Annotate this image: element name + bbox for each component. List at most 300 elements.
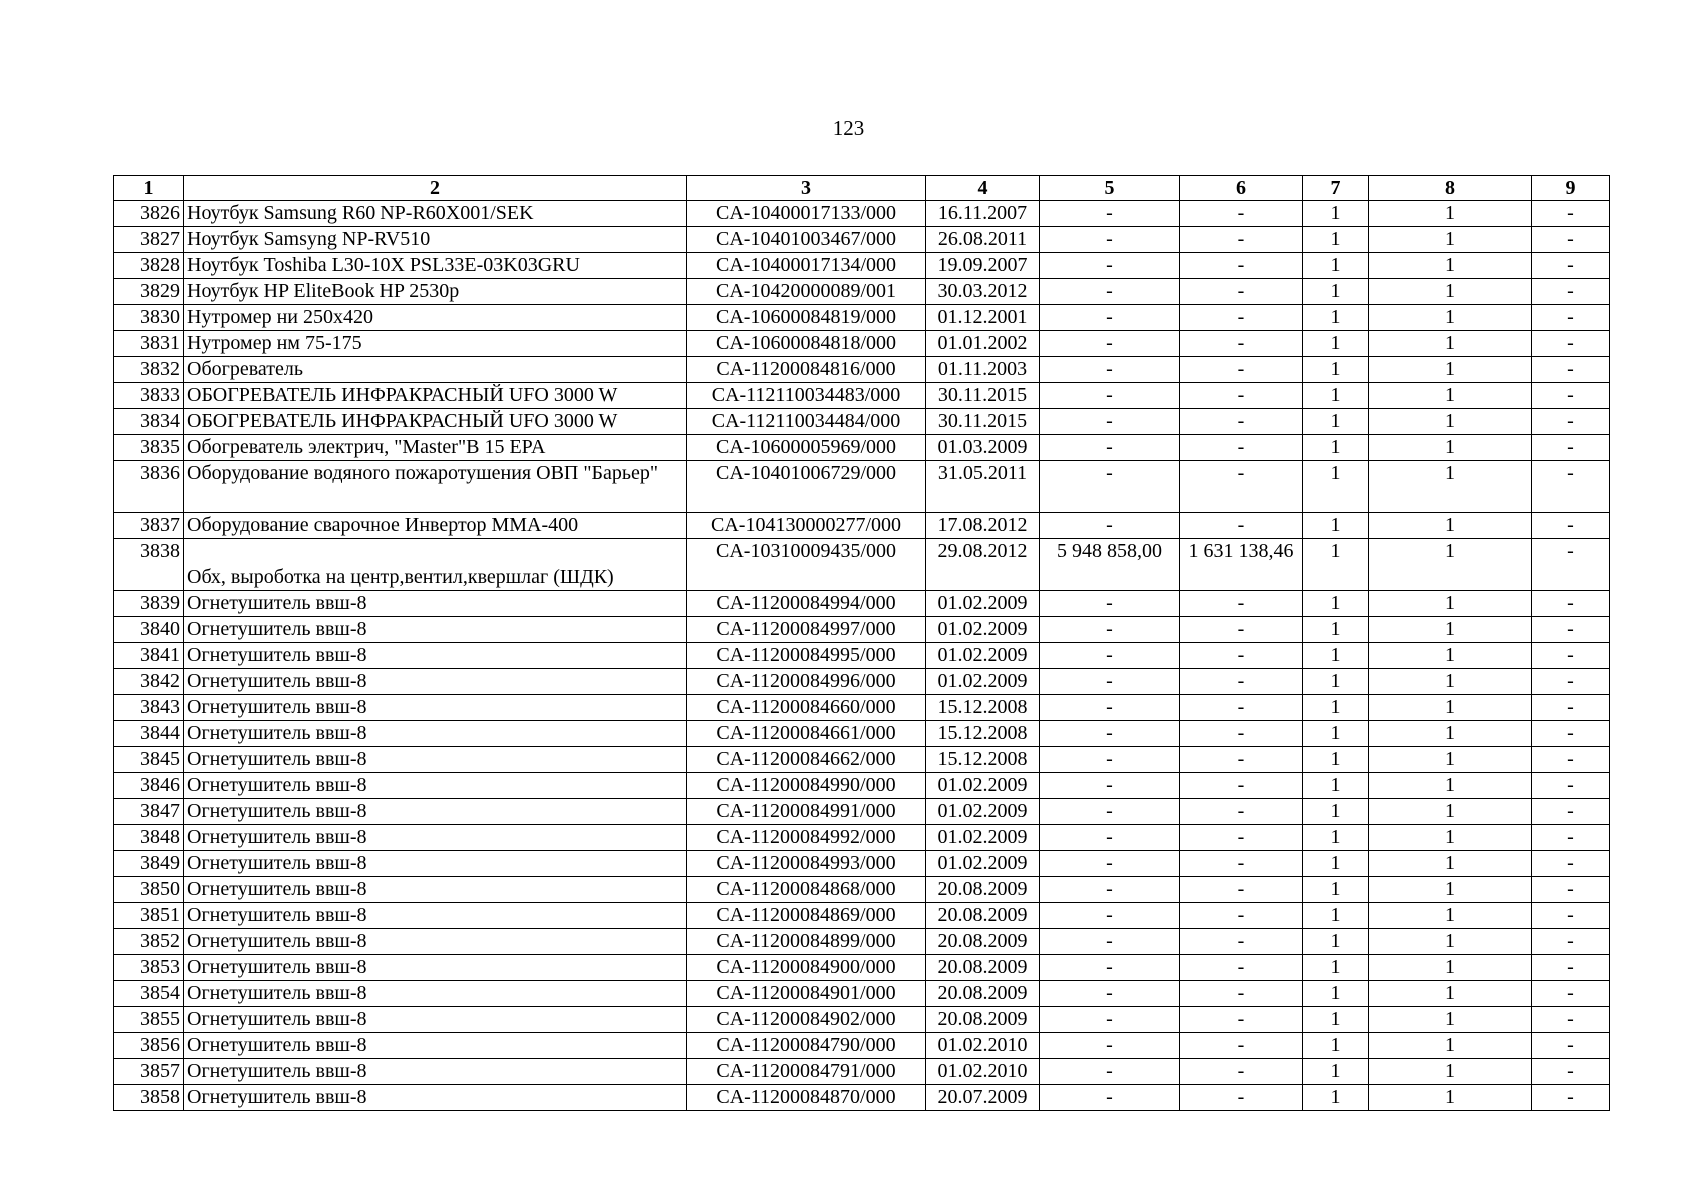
item-name-cell: Оборудование сварочное Инвертор ММА-400 (184, 513, 687, 539)
column-9-cell: - (1532, 929, 1610, 955)
column-5-cell: - (1040, 591, 1180, 617)
item-name-cell: Огнетушитель ввш-8 (184, 851, 687, 877)
table-row (114, 747, 1610, 773)
table-row (114, 435, 1610, 461)
table-row (114, 617, 1610, 643)
column-9-cell: - (1532, 981, 1610, 1007)
column-6-cell: - (1180, 695, 1303, 721)
column-8-cell: 1 (1369, 539, 1532, 591)
column-8-cell: 1 (1369, 981, 1532, 1007)
column-9-cell: - (1532, 383, 1610, 409)
date-cell: 01.02.2010 (926, 1059, 1040, 1085)
item-name-cell: Огнетушитель ввш-8 (184, 1033, 687, 1059)
column-6-cell: - (1180, 1033, 1303, 1059)
inventory-code-cell: CA-11200084790/000 (687, 1033, 926, 1059)
item-name-cell: Обогреватель электрич, "Master"B 15 EPA (184, 435, 687, 461)
date-cell: 01.02.2009 (926, 617, 1040, 643)
column-8-cell: 1 (1369, 279, 1532, 305)
date-cell: 15.12.2008 (926, 695, 1040, 721)
column-8-cell: 1 (1369, 1007, 1532, 1033)
column-9-cell: - (1532, 331, 1610, 357)
date-cell: 01.02.2009 (926, 825, 1040, 851)
column-header: 8 (1369, 176, 1532, 201)
column-9-cell: - (1532, 435, 1610, 461)
inventory-code-cell: CA-11200084902/000 (687, 1007, 926, 1033)
table-row (114, 773, 1610, 799)
column-7-cell: 1 (1303, 331, 1369, 357)
column-8-cell: 1 (1369, 903, 1532, 929)
column-8-cell: 1 (1369, 929, 1532, 955)
date-cell: 29.08.2012 (926, 539, 1040, 591)
table-row (114, 383, 1610, 409)
column-8-cell: 1 (1369, 825, 1532, 851)
column-5-cell: - (1040, 929, 1180, 955)
row-number-cell: 3846 (114, 773, 184, 799)
item-name-cell: Нутромер нм 75-175 (184, 331, 687, 357)
page-number: 123 (832, 116, 865, 140)
column-6-cell: - (1180, 513, 1303, 539)
inventory-code-cell: CA-11200084868/000 (687, 877, 926, 903)
column-9-cell: - (1532, 1033, 1610, 1059)
inventory-code-cell: CA-11200084991/000 (687, 799, 926, 825)
column-6-cell: - (1180, 773, 1303, 799)
column-5-cell: - (1040, 695, 1180, 721)
column-6-cell: - (1180, 383, 1303, 409)
table-row (114, 1033, 1610, 1059)
column-7-cell: 1 (1303, 695, 1369, 721)
item-name-cell: Огнетушитель ввш-8 (184, 617, 687, 643)
row-number-cell: 3829 (114, 279, 184, 305)
table-row (114, 591, 1610, 617)
column-6-cell: - (1180, 903, 1303, 929)
inventory-code-cell: CA-11200084900/000 (687, 955, 926, 981)
column-7-cell: 1 (1303, 383, 1369, 409)
column-header: 7 (1303, 176, 1369, 201)
column-9-cell: - (1532, 227, 1610, 253)
column-6-cell: - (1180, 877, 1303, 903)
column-5-cell: - (1040, 227, 1180, 253)
column-5-cell: 5 948 858,00 (1040, 539, 1180, 591)
row-number-cell: 3841 (114, 643, 184, 669)
column-5-cell: - (1040, 357, 1180, 383)
row-number-cell: 3844 (114, 721, 184, 747)
column-5-cell: - (1040, 1059, 1180, 1085)
column-5-cell: - (1040, 877, 1180, 903)
inventory-code-cell: CA-11200084661/000 (687, 721, 926, 747)
column-6-cell: - (1180, 227, 1303, 253)
inventory-code-cell: CA-10400017133/000 (687, 201, 926, 227)
column-6-cell: - (1180, 981, 1303, 1007)
column-6-cell: - (1180, 851, 1303, 877)
column-9-cell: - (1532, 279, 1610, 305)
column-8-cell: 1 (1369, 409, 1532, 435)
column-9-cell: - (1532, 617, 1610, 643)
column-6-cell: - (1180, 591, 1303, 617)
date-cell: 15.12.2008 (926, 747, 1040, 773)
item-name-cell: Ноутбук Samsung R60 NP-R60X001/SEK (184, 201, 687, 227)
column-5-cell: - (1040, 279, 1180, 305)
column-5-cell: - (1040, 1085, 1180, 1111)
inventory-code-cell: CA-10401006729/000 (687, 461, 926, 513)
date-cell: 01.02.2009 (926, 669, 1040, 695)
column-7-cell: 1 (1303, 903, 1369, 929)
column-9-cell: - (1532, 1007, 1610, 1033)
date-cell: 01.03.2009 (926, 435, 1040, 461)
column-6-cell: - (1180, 409, 1303, 435)
table-row (114, 643, 1610, 669)
date-cell: 20.08.2009 (926, 981, 1040, 1007)
column-header: 2 (184, 176, 687, 201)
date-cell: 01.02.2009 (926, 799, 1040, 825)
date-cell: 17.08.2012 (926, 513, 1040, 539)
item-name-cell: Ноутбук Samsyng NP-RV510 (184, 227, 687, 253)
inventory-code-cell: CA-11200084997/000 (687, 617, 926, 643)
column-6-cell: - (1180, 747, 1303, 773)
item-name-cell: Огнетушитель ввш-8 (184, 825, 687, 851)
column-6-cell: - (1180, 955, 1303, 981)
row-number-cell: 3851 (114, 903, 184, 929)
date-cell: 15.12.2008 (926, 721, 1040, 747)
item-name-cell: Огнетушитель ввш-8 (184, 929, 687, 955)
column-9-cell: - (1532, 721, 1610, 747)
column-5-cell: - (1040, 955, 1180, 981)
column-7-cell: 1 (1303, 799, 1369, 825)
column-7-cell: 1 (1303, 461, 1369, 513)
table-row (114, 227, 1610, 253)
item-name-cell: Огнетушитель ввш-8 (184, 903, 687, 929)
date-cell: 16.11.2007 (926, 201, 1040, 227)
column-7-cell: 1 (1303, 201, 1369, 227)
column-header: 9 (1532, 176, 1610, 201)
column-6-cell: - (1180, 461, 1303, 513)
table-row (114, 331, 1610, 357)
column-6-cell: - (1180, 799, 1303, 825)
item-name-cell: Огнетушитель ввш-8 (184, 981, 687, 1007)
table-row (114, 305, 1610, 331)
column-9-cell: - (1532, 513, 1610, 539)
column-5-cell: - (1040, 669, 1180, 695)
table-row (114, 513, 1610, 539)
inventory-code-cell: CA-11200084993/000 (687, 851, 926, 877)
column-5-cell: - (1040, 799, 1180, 825)
column-5-cell: - (1040, 383, 1180, 409)
inventory-code-cell: CA-11200084870/000 (687, 1085, 926, 1111)
column-5-cell: - (1040, 643, 1180, 669)
inventory-code-cell: CA-10400017134/000 (687, 253, 926, 279)
inventory-code-cell: CA-11200084869/000 (687, 903, 926, 929)
column-7-cell: 1 (1303, 669, 1369, 695)
table-row (114, 825, 1610, 851)
column-9-cell: - (1532, 539, 1610, 591)
item-name-cell: Огнетушитель ввш-8 (184, 799, 687, 825)
column-8-cell: 1 (1369, 643, 1532, 669)
column-7-cell: 1 (1303, 539, 1369, 591)
column-8-cell: 1 (1369, 513, 1532, 539)
column-7-cell: 1 (1303, 773, 1369, 799)
inventory-code-cell: CA-11200084660/000 (687, 695, 926, 721)
table-row (114, 409, 1610, 435)
column-7-cell: 1 (1303, 591, 1369, 617)
row-number-cell: 3838 (114, 539, 184, 591)
column-7-cell: 1 (1303, 955, 1369, 981)
column-9-cell: - (1532, 1085, 1610, 1111)
column-9-cell: - (1532, 695, 1610, 721)
date-cell: 20.08.2009 (926, 929, 1040, 955)
column-9-cell: - (1532, 253, 1610, 279)
column-8-cell: 1 (1369, 1033, 1532, 1059)
column-8-cell: 1 (1369, 955, 1532, 981)
column-8-cell: 1 (1369, 695, 1532, 721)
row-number-cell: 3842 (114, 669, 184, 695)
inventory-code-cell: CA-10401003467/000 (687, 227, 926, 253)
row-number-cell: 3828 (114, 253, 184, 279)
column-7-cell: 1 (1303, 643, 1369, 669)
column-5-cell: - (1040, 409, 1180, 435)
table-row (114, 981, 1610, 1007)
inventory-code-cell: CA-11200084899/000 (687, 929, 926, 955)
item-name-cell: Огнетушитель ввш-8 (184, 747, 687, 773)
column-6-cell: - (1180, 357, 1303, 383)
table-row (114, 357, 1610, 383)
column-8-cell: 1 (1369, 435, 1532, 461)
column-6-cell: - (1180, 1007, 1303, 1033)
date-cell: 20.08.2009 (926, 955, 1040, 981)
inventory-code-cell: CA-11200084995/000 (687, 643, 926, 669)
date-cell: 30.03.2012 (926, 279, 1040, 305)
column-5-cell: - (1040, 825, 1180, 851)
inventory-code-cell: CA-11200084996/000 (687, 669, 926, 695)
date-cell: 01.02.2009 (926, 773, 1040, 799)
column-7-cell: 1 (1303, 1033, 1369, 1059)
column-9-cell: - (1532, 851, 1610, 877)
table-row (114, 279, 1610, 305)
inventory-table (113, 175, 1610, 1111)
row-number-cell: 3833 (114, 383, 184, 409)
date-cell: 26.08.2011 (926, 227, 1040, 253)
table-row (114, 799, 1610, 825)
column-9-cell: - (1532, 201, 1610, 227)
column-5-cell: - (1040, 903, 1180, 929)
column-5-cell: - (1040, 773, 1180, 799)
column-7-cell: 1 (1303, 227, 1369, 253)
column-7-cell: 1 (1303, 357, 1369, 383)
column-5-cell: - (1040, 617, 1180, 643)
row-number-cell: 3836 (114, 461, 184, 513)
item-name-cell: Огнетушитель ввш-8 (184, 877, 687, 903)
item-name-cell: Огнетушитель ввш-8 (184, 773, 687, 799)
date-cell: 19.09.2007 (926, 253, 1040, 279)
column-6-cell: - (1180, 305, 1303, 331)
row-number-cell: 3850 (114, 877, 184, 903)
column-header: 5 (1040, 176, 1180, 201)
item-name-cell: Огнетушитель ввш-8 (184, 721, 687, 747)
table-row (114, 929, 1610, 955)
item-name-cell: Огнетушитель ввш-8 (184, 643, 687, 669)
item-name-cell: Обх, выроботка на центр,вентил,квершлаг (ШДК) (184, 539, 687, 591)
inventory-code-cell: CA-11200084990/000 (687, 773, 926, 799)
column-7-cell: 1 (1303, 929, 1369, 955)
table-row (114, 1059, 1610, 1085)
row-number-cell: 3826 (114, 201, 184, 227)
date-cell: 01.02.2009 (926, 851, 1040, 877)
inventory-code-cell: CA-10600084819/000 (687, 305, 926, 331)
date-cell: 20.08.2009 (926, 1007, 1040, 1033)
column-6-cell: - (1180, 617, 1303, 643)
date-cell: 01.02.2009 (926, 643, 1040, 669)
row-number-cell: 3830 (114, 305, 184, 331)
item-name-cell: Оборудование водяного пожаротушения ОВП "Барьер" (184, 461, 687, 513)
header-row (114, 176, 1610, 201)
row-number-cell: 3832 (114, 357, 184, 383)
column-6-cell: - (1180, 669, 1303, 695)
column-6-cell: - (1180, 721, 1303, 747)
row-number-cell: 3849 (114, 851, 184, 877)
date-cell: 01.02.2010 (926, 1033, 1040, 1059)
row-number-cell: 3839 (114, 591, 184, 617)
column-5-cell: - (1040, 435, 1180, 461)
column-9-cell: - (1532, 773, 1610, 799)
column-9-cell: - (1532, 591, 1610, 617)
date-cell: 01.02.2009 (926, 591, 1040, 617)
row-number-cell: 3856 (114, 1033, 184, 1059)
column-6-cell: - (1180, 643, 1303, 669)
table-row (114, 721, 1610, 747)
column-7-cell: 1 (1303, 617, 1369, 643)
row-number-cell: 3831 (114, 331, 184, 357)
column-7-cell: 1 (1303, 981, 1369, 1007)
column-header: 6 (1180, 176, 1303, 201)
inventory-code-cell: CA-10600005969/000 (687, 435, 926, 461)
column-9-cell: - (1532, 825, 1610, 851)
item-name-cell: Огнетушитель ввш-8 (184, 955, 687, 981)
column-5-cell: - (1040, 513, 1180, 539)
column-6-cell: - (1180, 929, 1303, 955)
row-number-cell: 3835 (114, 435, 184, 461)
column-5-cell: - (1040, 851, 1180, 877)
row-number-cell: 3840 (114, 617, 184, 643)
column-8-cell: 1 (1369, 747, 1532, 773)
item-name-cell: Ноутбук HP EliteBook HP 2530p (184, 279, 687, 305)
column-5-cell: - (1040, 253, 1180, 279)
column-8-cell: 1 (1369, 669, 1532, 695)
column-5-cell: - (1040, 305, 1180, 331)
column-9-cell: - (1532, 643, 1610, 669)
row-number-cell: 3837 (114, 513, 184, 539)
column-5-cell: - (1040, 981, 1180, 1007)
column-8-cell: 1 (1369, 1085, 1532, 1111)
column-7-cell: 1 (1303, 409, 1369, 435)
date-cell: 30.11.2015 (926, 409, 1040, 435)
row-number-cell: 3847 (114, 799, 184, 825)
column-6-cell: - (1180, 201, 1303, 227)
column-7-cell: 1 (1303, 435, 1369, 461)
date-cell: 31.05.2011 (926, 461, 1040, 513)
inventory-code-cell: CA-10420000089/001 (687, 279, 926, 305)
item-name-cell: Огнетушитель ввш-8 (184, 1085, 687, 1111)
inventory-code-cell: CA-112110034483/000 (687, 383, 926, 409)
column-7-cell: 1 (1303, 877, 1369, 903)
date-cell: 01.11.2003 (926, 357, 1040, 383)
row-number-cell: 3843 (114, 695, 184, 721)
column-7-cell: 1 (1303, 825, 1369, 851)
column-5-cell: - (1040, 1007, 1180, 1033)
column-7-cell: 1 (1303, 305, 1369, 331)
column-8-cell: 1 (1369, 383, 1532, 409)
row-number-cell: 3855 (114, 1007, 184, 1033)
table-row (114, 1007, 1610, 1033)
row-number-cell: 3854 (114, 981, 184, 1007)
item-name-cell: Огнетушитель ввш-8 (184, 695, 687, 721)
row-number-cell: 3845 (114, 747, 184, 773)
table-row (114, 955, 1610, 981)
column-9-cell: - (1532, 669, 1610, 695)
table-row (114, 201, 1610, 227)
table-row (114, 539, 1610, 591)
column-6-cell: 1 631 138,46 (1180, 539, 1303, 591)
column-9-cell: - (1532, 903, 1610, 929)
date-cell: 01.12.2001 (926, 305, 1040, 331)
item-name-cell: Огнетушитель ввш-8 (184, 1059, 687, 1085)
column-5-cell: - (1040, 461, 1180, 513)
column-9-cell: - (1532, 357, 1610, 383)
column-9-cell: - (1532, 409, 1610, 435)
date-cell: 01.01.2002 (926, 331, 1040, 357)
table-body (114, 201, 1610, 1111)
column-6-cell: - (1180, 1085, 1303, 1111)
table-row (114, 461, 1610, 513)
column-7-cell: 1 (1303, 279, 1369, 305)
row-number-cell: 3858 (114, 1085, 184, 1111)
item-name-cell: ОБОГРЕВАТЕЛЬ ИНФРАКРАСНЫЙ UFO 3000 W (184, 383, 687, 409)
column-7-cell: 1 (1303, 1059, 1369, 1085)
inventory-code-cell: CA-10310009435/000 (687, 539, 926, 591)
column-8-cell: 1 (1369, 773, 1532, 799)
inventory-code-cell: CA-11200084994/000 (687, 591, 926, 617)
column-6-cell: - (1180, 253, 1303, 279)
row-number-cell: 3857 (114, 1059, 184, 1085)
column-9-cell: - (1532, 799, 1610, 825)
table-row (114, 669, 1610, 695)
column-7-cell: 1 (1303, 747, 1369, 773)
inventory-code-cell: CA-11200084901/000 (687, 981, 926, 1007)
column-6-cell: - (1180, 279, 1303, 305)
column-8-cell: 1 (1369, 591, 1532, 617)
column-6-cell: - (1180, 331, 1303, 357)
date-cell: 20.08.2009 (926, 903, 1040, 929)
column-6-cell: - (1180, 1059, 1303, 1085)
column-9-cell: - (1532, 305, 1610, 331)
column-9-cell: - (1532, 955, 1610, 981)
column-5-cell: - (1040, 747, 1180, 773)
column-header: 4 (926, 176, 1040, 201)
item-name-cell: ОБОГРЕВАТЕЛЬ ИНФРАКРАСНЫЙ UFO 3000 W (184, 409, 687, 435)
row-number-cell: 3853 (114, 955, 184, 981)
column-6-cell: - (1180, 825, 1303, 851)
inventory-code-cell: CA-11200084791/000 (687, 1059, 926, 1085)
row-number-cell: 3852 (114, 929, 184, 955)
table-row (114, 903, 1610, 929)
column-9-cell: - (1532, 461, 1610, 513)
column-7-cell: 1 (1303, 253, 1369, 279)
column-9-cell: - (1532, 1059, 1610, 1085)
column-5-cell: - (1040, 201, 1180, 227)
row-number-cell: 3848 (114, 825, 184, 851)
column-8-cell: 1 (1369, 721, 1532, 747)
inventory-code-cell: CA-10600084818/000 (687, 331, 926, 357)
column-8-cell: 1 (1369, 851, 1532, 877)
column-5-cell: - (1040, 1033, 1180, 1059)
row-number-cell: 3827 (114, 227, 184, 253)
